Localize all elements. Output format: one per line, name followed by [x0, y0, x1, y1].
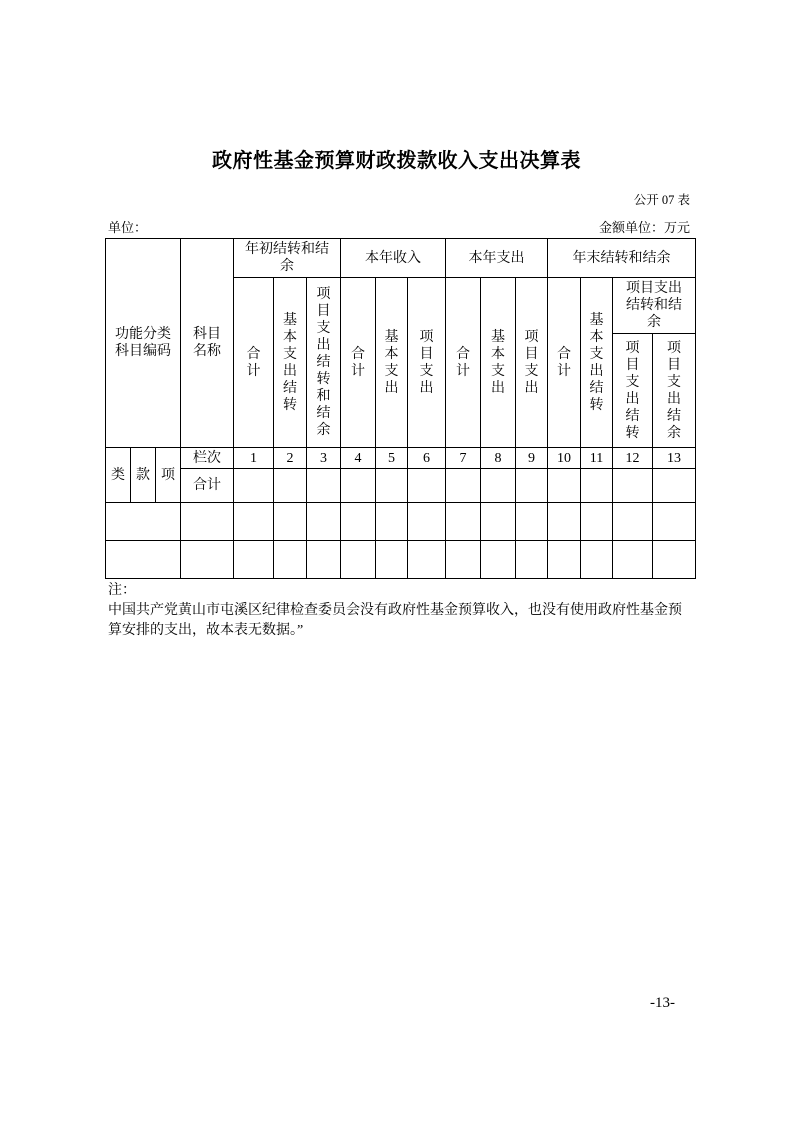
- empty-cell: [408, 503, 446, 541]
- column-number: 7: [446, 448, 481, 469]
- table-row: [106, 541, 696, 579]
- column-number: 6: [408, 448, 446, 469]
- total-row-label: 合计: [181, 469, 234, 503]
- note-label: 注：: [108, 583, 136, 598]
- expenditure-basic-label: 基本支出: [491, 329, 506, 396]
- opening-basic-header: [274, 278, 307, 448]
- empty-cell: [234, 541, 274, 579]
- empty-cell: [446, 541, 481, 579]
- budget-table: [105, 238, 696, 579]
- column-number: 13: [653, 448, 696, 469]
- empty-cell: [481, 541, 516, 579]
- header-row-groups: [106, 239, 696, 278]
- empty-cell: [653, 503, 696, 541]
- empty-cell: [274, 503, 307, 541]
- table-note: [108, 581, 693, 641]
- empty-cell: [408, 469, 446, 503]
- closing-project-surplus-label: 项目支出结余: [667, 340, 682, 441]
- current-income-label: 本年收入: [365, 250, 422, 266]
- current-expenditure-header: [446, 239, 548, 278]
- closing-balance-header: [548, 239, 696, 278]
- empty-cell: [613, 503, 653, 541]
- closing-total-label: 合计: [557, 346, 572, 379]
- amount-unit-label: 金额单位：万元: [598, 220, 690, 235]
- empty-cell: [307, 469, 341, 503]
- opening-balance-label: 年初结转和结余: [245, 242, 329, 274]
- closing-project-surplus-header: [653, 334, 696, 448]
- column-number: 12: [613, 448, 653, 469]
- empty-cell: [516, 541, 548, 579]
- empty-cell: [481, 469, 516, 503]
- empty-cell: [307, 541, 341, 579]
- empty-cell: [341, 503, 376, 541]
- closing-project-carryover-label: 项目支出结转: [625, 340, 640, 441]
- column-index-label: 栏次: [181, 448, 234, 469]
- empty-cell: [376, 469, 408, 503]
- column-number: 1: [234, 448, 274, 469]
- code-part-category-label: 类: [111, 467, 125, 483]
- expenditure-basic-header: [481, 278, 516, 448]
- opening-basic-label: 基本支出结转: [283, 312, 297, 413]
- expenditure-project-header: [516, 278, 548, 448]
- closing-project-header: [613, 278, 696, 334]
- code-part-item-label: 项: [161, 467, 175, 483]
- current-income-header: [341, 239, 446, 278]
- column-number: 5: [376, 448, 408, 469]
- empty-cell: [548, 469, 581, 503]
- empty-cell: [106, 541, 181, 579]
- form-code: 公开 07 表: [633, 193, 690, 207]
- empty-cell: [446, 469, 481, 503]
- closing-basic-label: 基本支出结转: [589, 312, 604, 413]
- empty-cell: [274, 541, 307, 579]
- empty-cell: [106, 503, 181, 541]
- note-text: 中国共产党黄山市屯溪区纪律检查委员会没有政府性基金预算收入，也没有使用政府性基金预算安排的支出，故本表无数据。”: [108, 603, 682, 638]
- income-project-label: 项目支出: [419, 329, 434, 396]
- table-row: [106, 503, 696, 541]
- empty-cell: [548, 541, 581, 579]
- code-part-category: [106, 448, 131, 503]
- expenditure-project-label: 项目支出: [524, 329, 539, 396]
- empty-cell: [581, 503, 613, 541]
- empty-cell: [307, 503, 341, 541]
- empty-cell: [481, 503, 516, 541]
- empty-cell: [274, 469, 307, 503]
- column-number: 8: [481, 448, 516, 469]
- closing-basic-header: [581, 278, 613, 448]
- empty-cell: [581, 469, 613, 503]
- empty-cell: [181, 503, 234, 541]
- page-number: -13-: [650, 995, 675, 1011]
- code-part-section: [131, 448, 156, 503]
- empty-cell: [234, 469, 274, 503]
- empty-cell: [516, 469, 548, 503]
- empty-cell: [548, 503, 581, 541]
- opening-project-label: 项目支出结转和结余: [316, 287, 331, 438]
- func-code-header: [106, 239, 181, 448]
- income-project-header: [408, 278, 446, 448]
- total-row: [106, 469, 696, 503]
- empty-cell: [613, 541, 653, 579]
- func-code-header-label: 功能分类科目编码: [115, 327, 171, 359]
- column-number: 3: [307, 448, 341, 469]
- column-number: 9: [516, 448, 548, 469]
- closing-balance-label: 年末结转和结余: [572, 250, 671, 266]
- empty-cell: [516, 503, 548, 541]
- income-basic-label: 基本支出: [384, 329, 399, 396]
- subject-name-header-label: 科目名称: [193, 327, 221, 359]
- income-basic-header: [376, 278, 408, 448]
- column-number: 4: [341, 448, 376, 469]
- opening-total-label: 合计: [246, 346, 261, 379]
- empty-cell: [341, 469, 376, 503]
- closing-project-carryover-header: [613, 334, 653, 448]
- closing-project-label: 项目支出结转和结余: [626, 281, 683, 330]
- empty-cell: [376, 541, 408, 579]
- empty-cell: [446, 503, 481, 541]
- empty-cell: [408, 541, 446, 579]
- empty-cell: [234, 503, 274, 541]
- empty-cell: [613, 469, 653, 503]
- expenditure-total-header: [446, 278, 481, 448]
- closing-total-header: [548, 278, 581, 448]
- empty-cell: [181, 541, 234, 579]
- column-index-row: [106, 448, 696, 469]
- code-part-item: [156, 448, 181, 503]
- empty-cell: [581, 541, 613, 579]
- expenditure-total-label: 合计: [456, 346, 471, 379]
- opening-total-header: [234, 278, 274, 448]
- empty-cell: [653, 541, 696, 579]
- current-expenditure-label: 本年支出: [468, 250, 525, 266]
- unit-label: 单位：: [108, 220, 148, 235]
- column-number: 10: [548, 448, 581, 469]
- subject-name-header: [181, 239, 234, 448]
- income-total-header: [341, 278, 376, 448]
- code-part-section-label: 款: [136, 467, 150, 483]
- page-title: 政府性基金预算财政拨款收入支出决算表: [212, 148, 581, 172]
- empty-cell: [341, 541, 376, 579]
- opening-project-header: [307, 278, 341, 448]
- column-number: 2: [274, 448, 307, 469]
- empty-cell: [376, 503, 408, 541]
- column-number: 11: [581, 448, 613, 469]
- income-total-label: 合计: [351, 346, 366, 379]
- empty-cell: [653, 469, 696, 503]
- opening-balance-header: [234, 239, 341, 278]
